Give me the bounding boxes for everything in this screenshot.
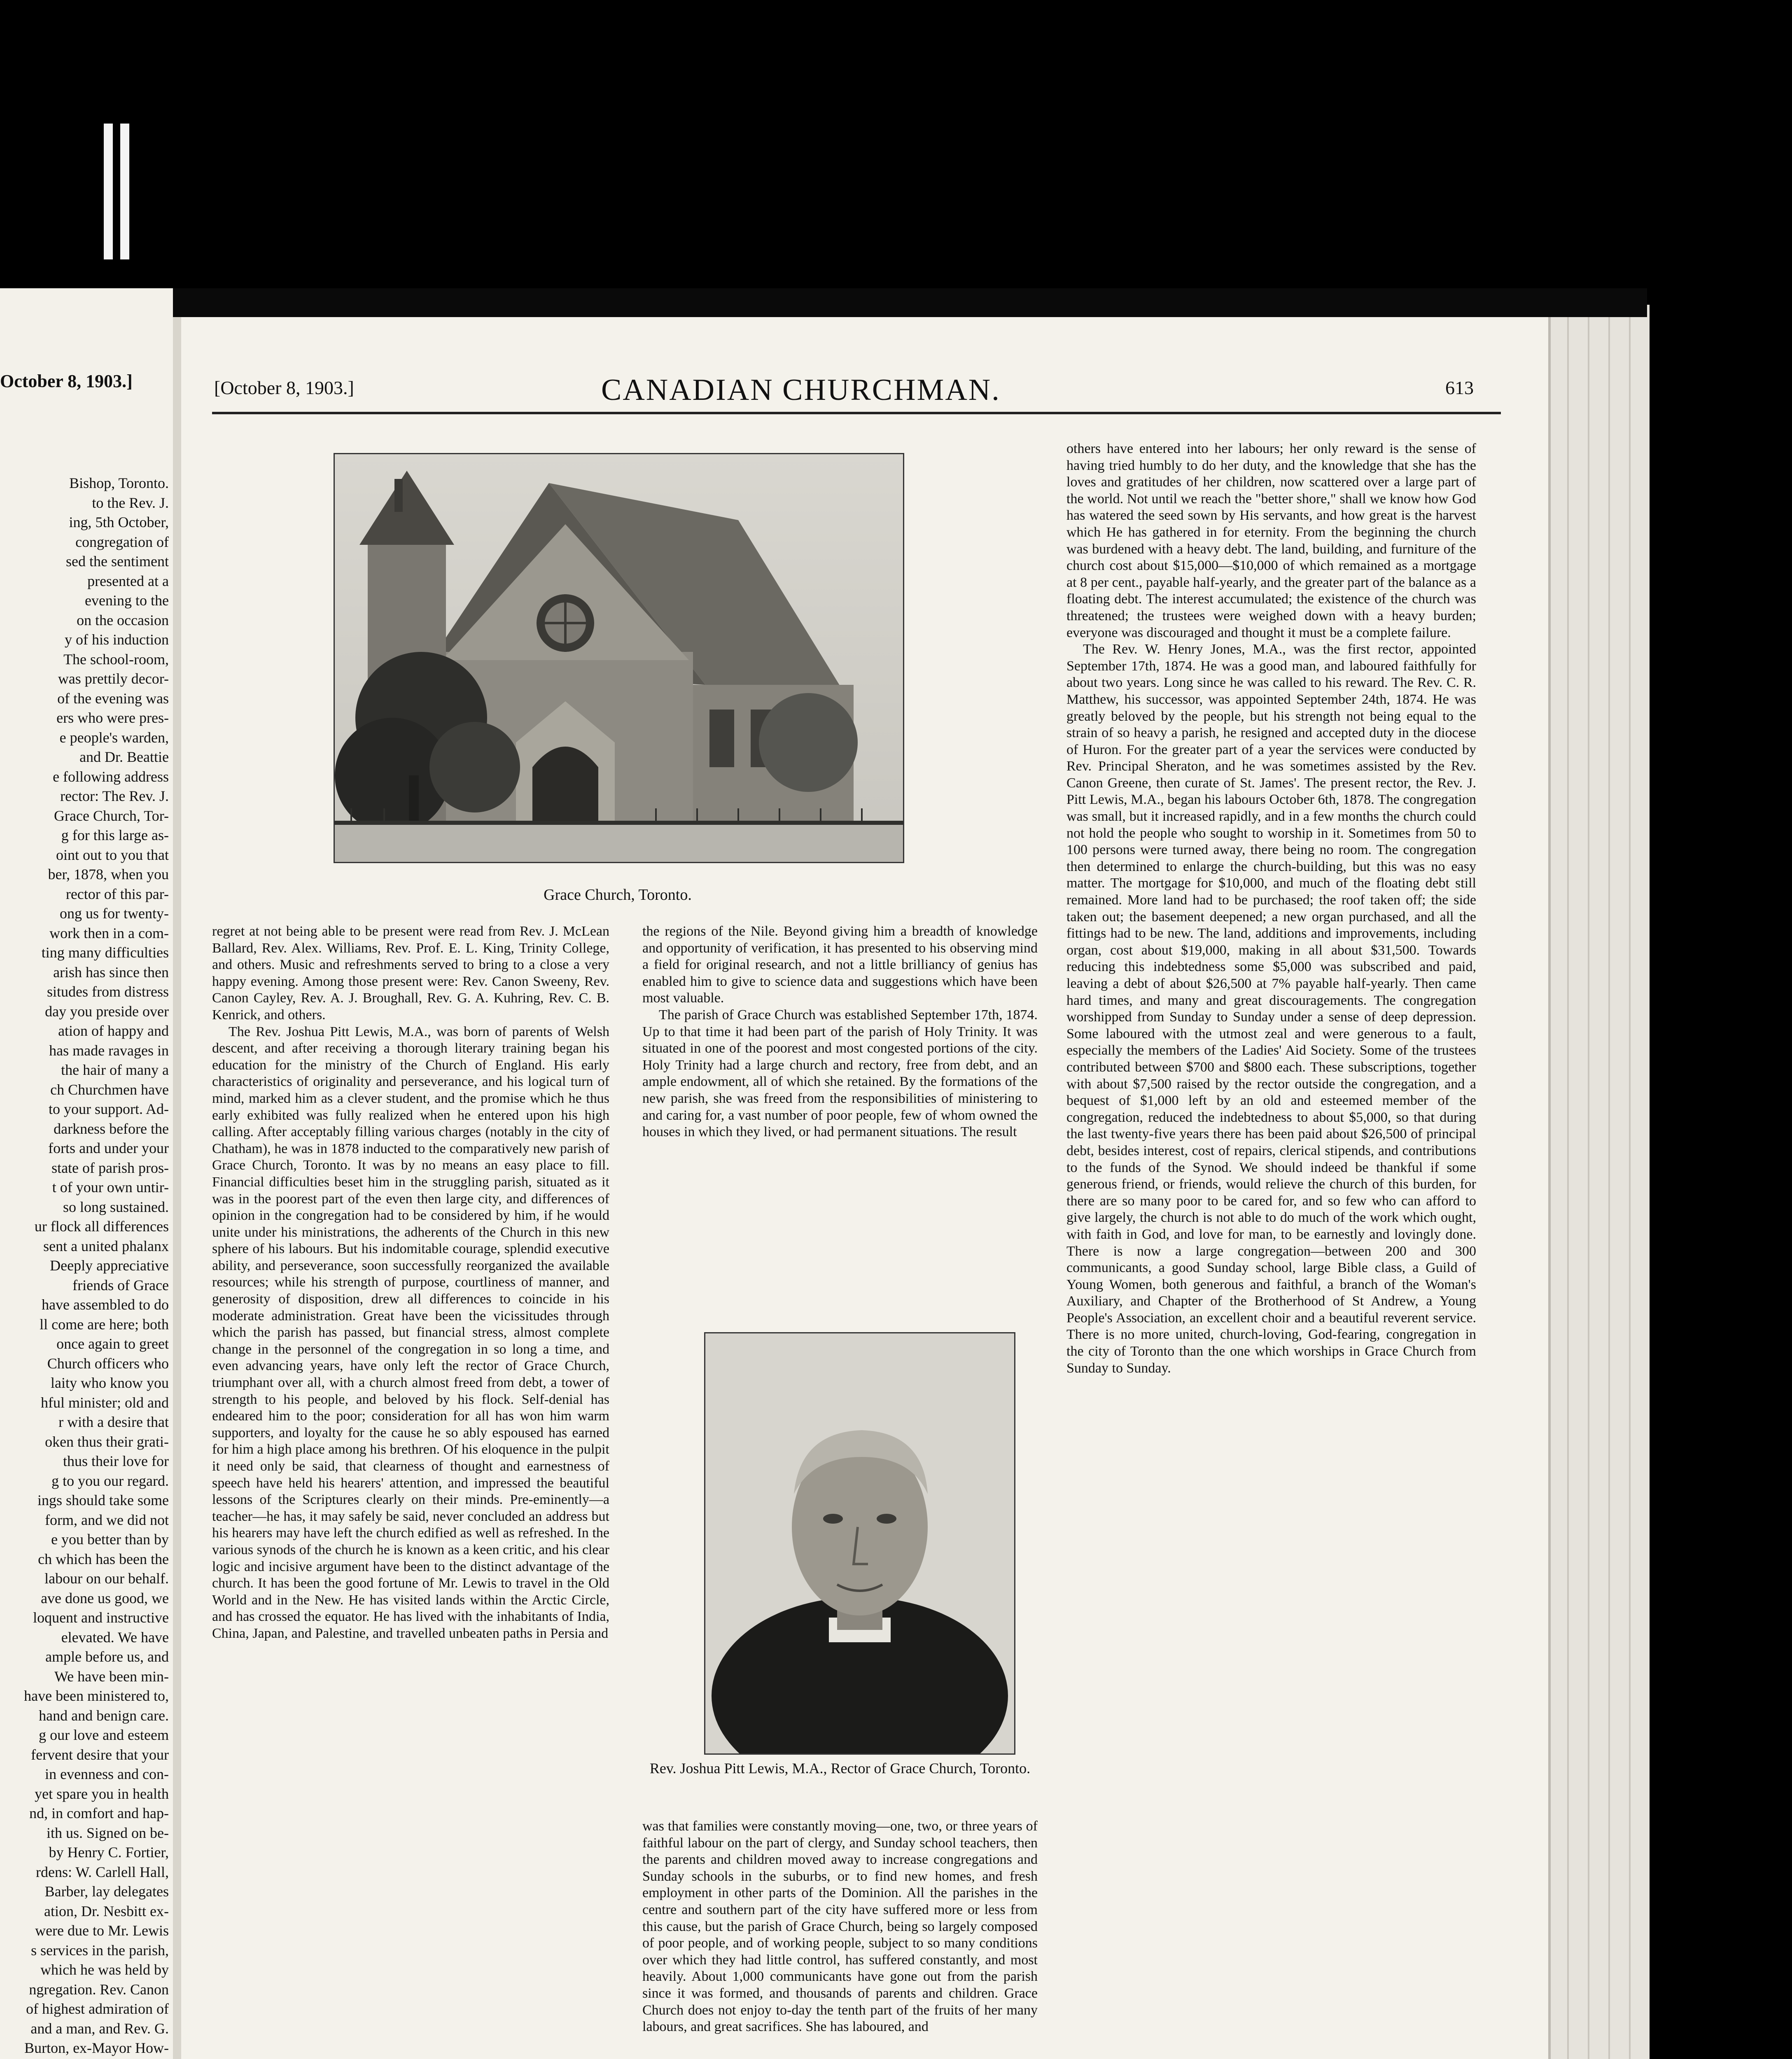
left-page-line: of the evening was	[57, 690, 169, 707]
left-page-line: to the Rev. J.	[92, 494, 169, 511]
left-page-line: ings should take some	[37, 1492, 169, 1508]
left-page-line: friends of Grace	[72, 1277, 169, 1293]
left-page-line: presented at a	[87, 572, 169, 589]
left-page-line: in evenness and con-	[45, 1766, 169, 1782]
left-page-line: state of parish pros-	[51, 1159, 169, 1176]
left-page-line: e people's warden,	[59, 729, 169, 746]
col3-paragraph-1: others have entered into her labours; her only reward is the sense of having tried humbly to do her duty, and the knowledge that she has the loves and gratitudes of her children, now scattered over a large part of the world. Not until we reach the "better shore," shall we know how God has watered the seed sown by His servants, and how great is the harvest which He has gathered in for eternity. From the beginning the church was burdened with a heavy debt. The land, building, and furniture of the church cost about $15,000—$10,000 of which remained as a mortgage at 8 per cent., payable half-yearly, and the greater part of the balance as a floating debt. The interest accumulated; the existence of the church was threatened; the trustees were weighed down with a heavy burden; everyone was discouraged and thought it must be a complete failure.	[1066, 441, 1476, 640]
left-page-line: g for this large as-	[61, 827, 169, 843]
left-page-line: rector of this par-	[65, 885, 169, 902]
column-3	[1066, 441, 1476, 1377]
left-page-line: form, and we did not	[45, 1511, 169, 1528]
left-page-line: was prettily decor-	[58, 670, 169, 687]
left-page-line: g our love and esteem	[39, 1727, 169, 1743]
left-page-line: The school-room,	[63, 651, 169, 668]
left-page-line: sent a united phalanx	[43, 1237, 169, 1254]
left-page-line: so long sustained.	[63, 1198, 169, 1215]
left-page-line: evening to the	[85, 592, 169, 609]
left-page-line: which he was held by	[40, 1961, 169, 1978]
left-page-line: ur flock all differences	[34, 1218, 169, 1235]
left-page-line: ers who were pres-	[56, 710, 169, 726]
col2-paragraph-1: the regions of the Nile. Beyond giving him a breadth of knowledge and opportunity of verification, it has presented to his observing mind a field for original research, and not a little brilliancy of genius has enabled him to give to science data and suggestions which have been most valuable.	[642, 924, 1038, 1006]
left-page-line: were due to Mr. Lewis	[35, 1922, 169, 1939]
left-page-line: nd, in comfort and hap-	[29, 1805, 169, 1821]
left-page-line: ll come are here; both	[40, 1316, 169, 1333]
left-page-line: on the occasion	[77, 612, 169, 628]
church-photo-caption: Grace Church, Toronto.	[544, 886, 692, 903]
left-page-line: oken thus their grati-	[45, 1433, 169, 1450]
left-page-line: thus their love for	[63, 1453, 169, 1469]
top-shadow	[173, 288, 1647, 317]
left-page-line: once again to greet	[56, 1335, 169, 1352]
church-photo	[334, 453, 904, 863]
left-page-line: g to you our regard.	[51, 1472, 169, 1489]
left-page-line: and Dr. Beattie	[79, 749, 169, 765]
left-page-line: ample before us, and	[45, 1648, 169, 1665]
left-page-line: ch Churchmen have	[50, 1081, 169, 1098]
left-page-line: situdes from distress	[47, 983, 169, 1000]
left-page-line: rdens: W. Carlell Hall,	[36, 1863, 169, 1880]
page-edges	[1548, 305, 1650, 2059]
left-page-line: has made ravages in	[49, 1042, 169, 1059]
left-page-line: forts and under your	[48, 1140, 169, 1156]
left-page-line: y of his induction	[65, 631, 169, 648]
left-page-column	[0, 474, 169, 2059]
left-page-line: Barber, lay delegates	[44, 1883, 169, 1900]
left-page-line: ation, Dr. Nesbitt ex-	[44, 1903, 169, 1919]
left-page-line: ch which has been the	[38, 1550, 169, 1567]
left-page-line: Church officers who	[47, 1355, 169, 1372]
left-page-line: arish has since then	[53, 964, 169, 980]
left-page-line: Grace Church, Tor-	[54, 807, 169, 824]
left-page-line: sed the sentiment	[66, 553, 169, 570]
left-page-line: hand and benign care.	[39, 1707, 169, 1724]
film-roller-top-right	[120, 124, 129, 259]
left-page-line: r with a desire that	[58, 1414, 169, 1430]
film-roller-top-left	[104, 124, 113, 259]
left-page-line: loquent and instructive	[33, 1609, 169, 1626]
left-page-line: elevated. We have	[61, 1629, 169, 1646]
col1-paragraph-2: The Rev. Joshua Pitt Lewis, M.A., was born of parents of Welsh descent, and after receiving a thorough literary training began his education for the ministry of the Church of England. His early characteristics of originality and perseverance, and his logical turn of mind, marked him as a clever student, and the promise which he thus early exhibited was fully realized when he entered upon his high calling. After acceptably filling various charges (notably in the city of Chatham), he was in 1878 inducted to the comparatively new parish of Grace Church, Toronto. It was by no means an easy place to fill. Financial difficulties beset him in the struggling parish, situated as it was in the poorest part of the even then large city, and differences of opinion in the congregation had to be considered by him, if he would unite under his ministrations, the adherents of the Church in this new sphere of his labours. But his indomitable courage, splendid executive ability, and perseverance, soon successfully reorganized the available resources; while his strength of purpose, courtliness of manner, and generosity of disposition, drew all differences to coincide in his moderate administration. Great have been the vicissitudes through which the parish has passed, but financial stress, almost complete change in the personnel of the congregation in so long a time, and even advancing years, have only left the rector of Grace Church, triumphant over all, with a church almost freed from debt, a tower of strength to his people, and beloved by his flock. Self-denial has endeared him to the poor; consideration for all has won him warm supporters, and loyalty for the cause he so ably espoused has earned for him a high place among his brethren. Of his eloquence in the pulpit it need only be said, that clearness of thought and earnestness of speech have held his hearers' attention, and impressed the beautiful lessons of the Scriptures clearly on their minds. Pre-eminently—a teacher—he has, it may safely be said, never concluded an address but his hearers may have left the church edified as well as refreshed. In the various synods of the church he is known as a keen critic, and his clear logic and incisive argument have been to the distinct advantage of the church. It has been the good fortune of Mr. Lewis to travel in the Old World and in the New. He has visited lands within the Arctic Circle, and has crossed the equator. He has lived with the inhabitants of India, China, Japan, and Palestine, and travelled unbeaten paths in Persia and	[212, 1024, 609, 1641]
col3-paragraph-2: The Rev. W. Henry Jones, M.A., was the first rector, appointed September 17th, 1874. He was a good man, and laboured faithfully for about two years. Long since he was called to his reward. The Rev. C. R. Matthew, his successor, was appointed September 24th, 1874. He was greatly beloved by the people, but his strength not being equal to the strain of so heavy a parish, he resigned and accepted duty in the diocese of Huron. For the greater part of a year the services were conducted by Rev. Principal Sheraton, and he was sometimes assisted by the Rev. Canon Greene, then curate of St. James'. The present rector, the Rev. J. Pitt Lewis, M.A., began his labours October 6th, 1878. The congregation was small, but it increased rapidly, and in a few months the church could not hold the people who sought to worship in it. Sometimes from 50 to 100 persons were turned away, there being no room. The congregation then determined to enlarge the church-building, but this was no easy matter. The mortgage for $10,000, and much of the floating debt still remained. More land had to be purchased; the roof taken off; the side taken out; the basement deepened; a new organ purchased, and all the fittings had to be new. The land, additions and improvements, including organ, cost about $19,000, making in all about $31,500. Towards reducing this indebtedness some $5,000 was subscribed and paid, leaving a debt of about $26,500 at 7% payable half-yearly. Then came hard times, and many and great discouragements. The congregation worshipped from Sunday to Sunday under a sense of deep depression. Some laboured with the utmost zeal and were generous to a fault, especially the members of the Ladies' Aid Society. Some of the trustees contributed between $700 and $800 each. These subscriptions, together with about $7,500 raised by the rector outside the congregation, and a bequest of $1,000 left by an old and esteemed member of the congregation, reduced the indebtedness to about $5,000, so that during the last twenty-five years there has been paid about $26,500 of principal debt, besides interest, cost of repairs, clerical stipends, and contributions to the funds of the Synod. We should indeed be thankful if some generous friend, or friends, would relieve the church of this burden, for there are so many poor to be cared for, and so few who can afford to give largely, the church is not able to do much of the work which ought, with faith in God, and love for man, to be earnestly and lovingly done. There is now a large congregation—between 200 and 300 communicants, a good Sunday school, large Bible class, a Guild of Young Women, both generous and faithful, a branch of the Woman's Auxiliary, and Chapter of the Brotherhood of St Andrew, a Young People's Association, an excellent choir and a beautiful reverent service. There is no more united, church-loving, God-fearing, congregation in the city of Toronto than the one which worships in Grace Church from Sunday to Sunday.	[1066, 642, 1476, 1376]
left-page-line: hful minister; old and	[41, 1394, 169, 1411]
left-page-line: ting many difficulties	[41, 944, 169, 961]
left-page-line: ing, 5th October,	[69, 514, 169, 530]
left-page-line: e following address	[53, 768, 169, 785]
left-page-line: t of your own untir-	[52, 1179, 169, 1195]
left-page-line: oint out to you that	[56, 846, 169, 863]
left-page-line: Burton, ex-Mayor How-	[24, 2040, 169, 2056]
left-page-line: e you better than by	[51, 1531, 169, 1548]
left-page-line: the hair of many a	[61, 1062, 169, 1078]
left-page-date: October 8, 1903.]	[0, 371, 133, 391]
left-page-line: ngregation. Rev. Canon	[29, 1981, 169, 1998]
header-date: [October 8, 1903.]	[214, 377, 354, 398]
left-page-line: yet spare you in health	[35, 1785, 169, 1802]
left-page-line: Deeply appreciative	[50, 1257, 169, 1274]
left-page-line: ber, 1878, when you	[48, 866, 169, 882]
left-page-line: congregation of	[75, 533, 169, 550]
left-page-line: We have been min-	[54, 1668, 169, 1685]
left-page-line: darkness before the	[54, 1120, 169, 1137]
col2-paragraph-3: was that families were constantly moving—one, two, or three years of faithful labour on the part of clergy, and Sunday school teachers, then the parents and children moved away to increase congregations and Sunday schools in the suburbs, or to find new homes, and fresh employment in other parts of the Dominion. All the parishes in the centre and southern part of the city have suffered more or less from this cause, but the parish of Grace Church, being so largely composed of poor people, and of working people, subject to so many conditions over which they had little control, has suffered constantly, and most heavily. About 1,000 communicants have gone out from the parish since it was formed, and thousands of parents and children. Grace Church does not enjoy to-day the tenth part of the fruits of her many labours, and great sacrifices. She has laboured, and	[642, 1819, 1038, 2035]
left-page-line: s services in the parish,	[31, 1942, 169, 1959]
left-page-line: ith us. Signed on be-	[47, 1824, 169, 1841]
left-page-line: have assembled to do	[42, 1296, 169, 1313]
masthead-title: CANADIAN CHURCHMAN.	[601, 373, 1001, 407]
portrait-photo	[704, 1332, 1015, 1755]
header-rule	[212, 412, 1501, 414]
left-page-line: to your support. Ad-	[49, 1101, 169, 1117]
left-page-line: laity who know you	[51, 1375, 169, 1391]
left-page-line: labour on our behalf.	[44, 1570, 169, 1587]
left-page-line: ave done us good, we	[41, 1590, 169, 1606]
left-page-line: and a man, and Rev. G.	[30, 2020, 169, 2037]
left-page-line: Bishop, Toronto.	[69, 475, 169, 491]
col1-paragraph-1: regret at not being able to be present were read from Rev. J. McLean Ballard, Rev. Alex. Williams, Rev. Prof. E. L. King, Trinity College, and others. Music and refreshments served to bring to a close a very happy evening. Among those present were: Rev. Canon Sweeny, Rev. Canon Cayley, Rev. A. J. Broughall, Rev. G. A. Kuhring, Rev. C. B. Kenrick, and others.	[212, 924, 609, 1022]
left-page-line: fervent desire that your	[31, 1746, 169, 1763]
col2-paragraph-2: The parish of Grace Church was established September 17th, 1874. Up to that time it had been part of the parish of Holy Trinity. It was situated in one of the poorest and most congested portions of the city. Holy Trinity had a large church and rectory, free from debt, and an ample endowment, all of which she retained. By the formations of the new parish, she was freed from the responsibilities of ministering to and caring for, a vast number of poor people, few of whom owned the houses in which they lived, or had permanent situations. The result	[642, 1007, 1038, 1140]
column-2-top	[642, 923, 1038, 1141]
left-page-line: work then in a com-	[49, 924, 169, 941]
left-page-line: have been ministered to,	[24, 1688, 169, 1704]
left-page-line: rector: The Rev. J.	[60, 788, 169, 804]
page-number: 613	[1445, 377, 1474, 398]
left-page-line: by Henry C. Fortier,	[49, 1844, 169, 1861]
left-page-line: ation of happy and	[58, 1022, 169, 1039]
left-page-line: day you preside over	[45, 1003, 169, 1020]
portrait-caption: Rev. Joshua Pitt Lewis, M.A., Rector of Grace Church, Toronto.	[649, 1760, 1031, 1777]
column-2-bottom	[642, 1818, 1038, 2036]
column-1	[212, 923, 609, 1642]
left-page-line: ong us for twenty-	[60, 905, 169, 922]
left-page-line: of highest admiration of	[26, 2001, 169, 2017]
